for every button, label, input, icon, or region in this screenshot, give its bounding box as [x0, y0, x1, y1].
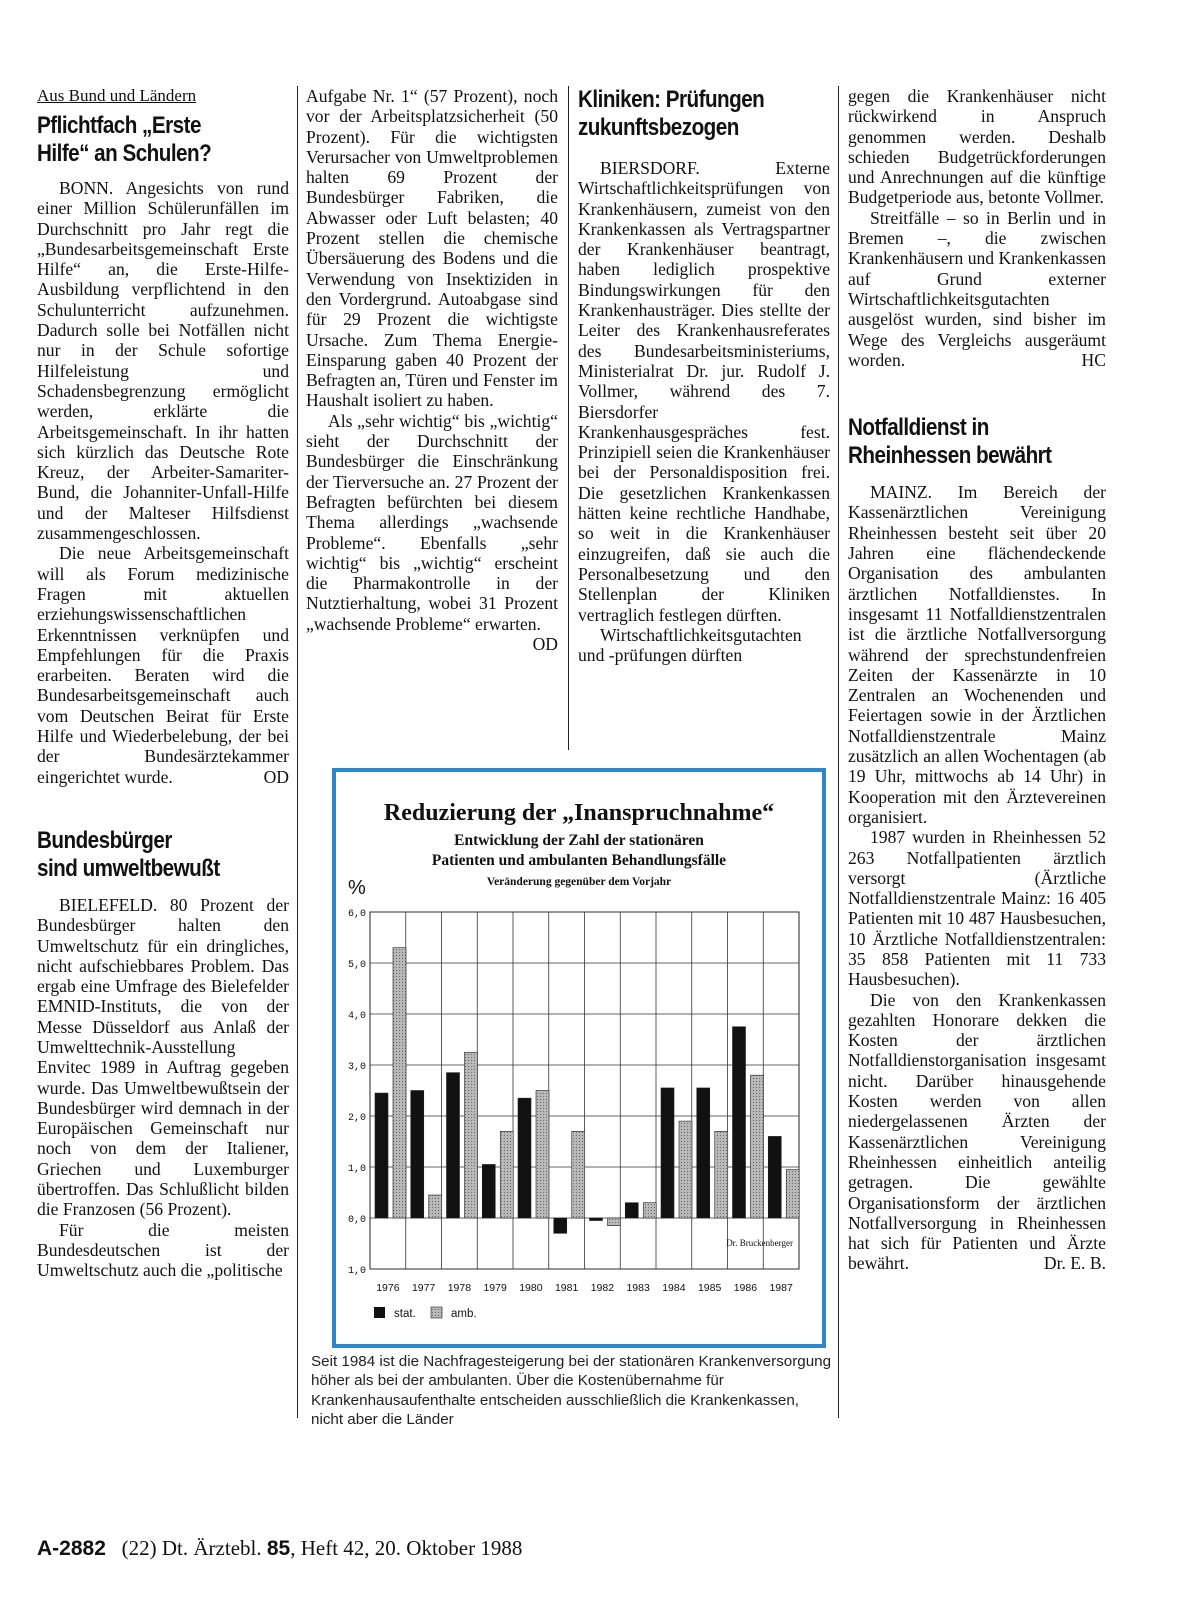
article-paragraph: BONN. Angesichts von rund einer Million Schülerunfällen im Durchschnitt pro Jahr regt die „Bundesarbeitsgemeinschaft Erste Hilfe“ an, die Erste-Hilfe-Ausbildung verpflichtend in den Schulunterricht aufzunehmen. Dadurch solle bei Notfällen nicht nur in der Schule sofortige Hilfeleistung und Schadensbegrenzung ermöglicht werden, erklärte die Arbeitsgemeinschaft. In ihr hatten sich kürzlich das Deutsche Rote Kreuz, der Arbeiter-Samariter-Bund, die Johanniter-Unfall-Hilfe und der Malteser Hilfsdienst zusammengeschlossen.	[37, 178, 289, 544]
article-signature: OD	[263, 766, 289, 787]
column-3	[578, 86, 830, 665]
bar-stat	[697, 1088, 710, 1218]
y-tick-label: 1,0	[347, 1266, 366, 1277]
x-tick-label: 1985	[697, 1282, 722, 1294]
bar-amb	[786, 1170, 799, 1218]
y-tick-label: 4,0	[347, 1011, 366, 1022]
bar-amb	[429, 1195, 442, 1218]
x-tick-label: 1981	[554, 1282, 579, 1294]
legend-swatch-stat	[374, 1307, 385, 1318]
y-axis-label: %	[348, 877, 366, 899]
x-tick-label: 1984	[662, 1282, 686, 1294]
x-tick-label: 1977	[411, 1282, 436, 1294]
article-paragraph: BIERSDORF. Externe Wirtschaftlichkeitsprüfungen von Krankenhäusern, zumeist von den Krankenkassen als Vertragspartner der Krankenhäuser beantragt, haben lediglich prospektive Bindungswirkungen für den Krankenhausträger. Dies stellte der Leiter des Krankenhausreferates des Bundesarbeitsministeriums, Ministerialrat Dr. jur. Rudolf J. Vollmer, während des 7. Biersdorfer Krankenhausgespräches fest. Prinzipiell seien die Krankenhäuser bei der Personaldisposition frei. Die gesetzlichen Krankenkassen hätten keine rechtliche Handhabe, so weit in die Krankenhäuser einzugreifen, daß sie auch die Personalbesetzung und den Stellenplan der Kliniken vertraglich festlegen dürften.	[578, 158, 830, 625]
headline-umwelt: Bundesbürger sind umweltbewußt	[37, 826, 220, 882]
article-signature: HC	[1081, 349, 1106, 370]
bar-amb	[679, 1121, 692, 1218]
y-tick-label: 0,0	[347, 1215, 366, 1226]
headline-kliniken: Kliniken: Prüfungen zukunftsbezogen	[578, 86, 765, 141]
column-4	[848, 86, 1106, 1274]
article-paragraph: MAINZ. Im Bereich der Kassenärztlichen Vereinigung Rheinhessen besteht seit über 20 Jahren eine flächendeckende Organisation des ambulanten ärztlichen Notfalldienstes. In insgesamt 11 Notfalldienstzentralen ist die ärztliche Notfallversorgung während der sprechstundenfreien Zeiten der Kassenärzte in 10 Zentralen an Wochenenden und Feiertagen sowie in der Ärztlichen Notfalldienstzentrale Mainz zusätzlich an allen Wochentagen (ab 19 Uhr, mittwochs ab 14 Uhr) in Kooperation mit den Ärztevereinen organisiert.	[848, 482, 1106, 827]
chart-box	[332, 768, 826, 1348]
article-paragraph: gegen die Krankenhäuser nicht rückwirkend in Anspruch genommen werden. Deshalb schieden Budgetrückforderungen und Anrechnungen auf die künftige Budgetperiode aus, betonte Vollmer.	[848, 86, 1106, 208]
bar-stat	[590, 1218, 603, 1221]
x-tick-label: 1986	[733, 1282, 758, 1294]
column-2	[306, 86, 558, 654]
headline-erste-hilfe: Pflichtfach „Erste Hilfe“ an Schulen?	[37, 112, 212, 167]
column-rule	[838, 86, 839, 1418]
legend-label-stat: stat.	[394, 1308, 416, 1320]
chart-source: Dr. Bruckenberger	[726, 1238, 793, 1249]
x-tick-label: 1976	[376, 1282, 400, 1294]
bar-chart	[336, 772, 822, 1344]
article-paragraph: BIELEFELD. 80 Prozent der Bundesbürger halten den Umweltschutz für ein dringliches, nicht aufschiebbares Problem. Das ergab eine Umfrage des Bielefelder EMNID-Instituts, die von der Messe Düsseldorf aus Anlaß der Umwelttechnik-Ausstellung Envitec 1989 in Auftrag gegeben wurde. Das Umweltbewußtsein der Bundesbürger wird demnach in der Europäischen Gemeinschaft nur noch von dem der Italiener, Griechen und Luxemburger übertroffen. Das Schlußlicht bilden die Franzosen (56 Prozent).	[37, 894, 289, 1220]
chart-note: Veränderung gegenüber dem Vorjahr	[486, 876, 672, 888]
y-tick-label: 5,0	[347, 960, 366, 971]
bar-stat	[733, 1027, 746, 1218]
bar-amb	[572, 1131, 585, 1218]
article-paragraph: Die neue Arbeitsgemeinschaft will als Forum medizinische Fragen mit aktuellen erziehungswissenschaftlichen Erkenntnissen verknüpfen und Empfehlungen für die Praxis erarbeiten. Beraten wird die Bundesarbeitsgemeinschaft auch vom Deutschen Beirat für Erste Hilfe und Wiederbelebung, der bei der Bundesärztekammer eingerichtet wurde. OD	[37, 543, 289, 787]
article-paragraph: Aufgabe Nr. 1“ (57 Prozent), noch vor der Arbeitsplatzsicherheit (50 Prozent). Für die wichtigsten Verursacher von Umweltproblemen halten 69 Prozent der Bundesbürger Fabriken, die Abwasser oder Luft belasten; 40 Prozent stellen die chemische Übersäuerung des Bodens und die Verwendung von Insektiziden in den Vordergrund. Autoabgase sind für 29 Prozent die wichtigste Ursache. Zum Thema Energie-Einsparung gaben 40 Prozent der Befragten an, Türen und Fenster im Haushalt isoliert zu haben.	[306, 86, 558, 411]
column-rule	[568, 86, 569, 750]
legend-label-amb: amb.	[451, 1308, 477, 1320]
bar-amb	[536, 1091, 549, 1219]
chart-caption: Seit 1984 ist die Nachfragesteigerung bei der stationären Krankenversorgung höher als bei der ambulanten. Über die Kostenübernahme für Krankenhausaufenthalte entscheiden ausschließlich die Krankenkassen, nicht aber die Länder	[311, 1353, 832, 1429]
y-tick-label: 6,0	[347, 909, 366, 920]
bar-stat	[661, 1088, 674, 1218]
article-paragraph: Wirtschaftlichkeitsgutachten und -prüfungen dürften	[578, 624, 802, 666]
bar-amb	[500, 1131, 513, 1218]
x-tick-label: 1987	[769, 1282, 793, 1294]
chart-subtitle: Patienten und ambulanten Behandlungsfälle	[431, 852, 727, 869]
y-tick-label: 3,0	[347, 1062, 366, 1073]
bar-stat	[554, 1218, 567, 1233]
bar-amb	[751, 1075, 764, 1218]
column-rule	[297, 86, 298, 1418]
chart-subtitle: Entwicklung der Zahl der stationären	[454, 832, 704, 849]
bar-amb	[393, 948, 406, 1218]
bar-stat	[482, 1164, 495, 1218]
bar-stat	[447, 1073, 460, 1218]
article-paragraph: 1987 wurden in Rheinhessen 52 263 Notfallpatienten ärztlich versorgt (Ärztliche Notfalldienstzentrale Mainz: 16 405 Patienten mit 10 487 Hausbesuchen, 10 Ärztliche Notfalldienstzentralen: 35 858 Patienten mit 11 733 Hausbesuchen).	[848, 827, 1106, 990]
bar-amb	[608, 1218, 621, 1226]
bar-amb	[465, 1052, 478, 1218]
bar-stat	[375, 1093, 388, 1218]
article-signature: Dr. E. B.	[1043, 1253, 1106, 1274]
section-kicker: Aus Bund und Ländern	[37, 86, 197, 105]
article-paragraph: Die von den Krankenkassen gezahlten Honorare dekken die Kosten der ärztlichen Notfalldienstorganisation insgesamt nicht. Darüber hinausgehende Kosten werden von allen niedergelassenen Ärzten der Kassenärztlichen Vereinigung Rheinhessen einheitlich anteilig getragen. Die gewählte Organisationsform der ärztlichen Notfallversorgung in Rheinhessen hat sich für Patienten und Ärzte bewährt. Dr. E. B.	[848, 989, 1106, 1274]
x-tick-label: 1978	[447, 1282, 472, 1294]
column-1	[37, 86, 289, 1281]
y-tick-label: 1,0	[347, 1164, 366, 1175]
bar-stat	[625, 1203, 638, 1218]
x-tick-label: 1982	[590, 1282, 615, 1294]
bar-amb	[643, 1203, 656, 1218]
x-tick-label: 1983	[626, 1282, 650, 1294]
bar-stat	[768, 1136, 781, 1218]
headline-notfalldienst: Notfalldienst in Rheinhessen bewährt	[848, 414, 1052, 470]
y-tick-label: 2,0	[347, 1113, 366, 1124]
x-tick-label: 1980	[519, 1282, 543, 1294]
article-paragraph: Streitfälle – so in Berlin und in Bremen –, die zwischen Krankenhäusern und Krankenkassen auf Grund externer Wirtschaftlichkeitsgutachten ausgelöst wurden, sind bisher im Wege des Vergleichs ausgeräumt worden. HC	[848, 207, 1106, 370]
page-code: A-2882	[37, 1537, 106, 1560]
page-footer: A-2882 (22) Dt. Ärztebl. 85, Heft 42, 20. Oktober 1988	[37, 1536, 523, 1560]
article-signature: OD	[532, 634, 558, 655]
bar-stat	[411, 1091, 424, 1219]
bar-stat	[518, 1098, 531, 1218]
legend-swatch-amb	[431, 1307, 442, 1318]
bar-amb	[715, 1131, 728, 1218]
article-paragraph: Als „sehr wichtig“ bis „wichtig“ sieht der Durchschnitt der Bundesbürger die Einschränkung der Tierversuche an. 27 Prozent der Befragten befürchten bei diesem Thema allerdings „wachsende Probleme“. Ebenfalls „sehr wichtig“ bis „wichtig“ erscheint die Pharmakontrolle in der Nutztierhaltung, wobei 31 Prozent „wachsende Probleme“ erwarten. OD	[306, 410, 558, 655]
chart-title: Reduzierung der „Inanspruchnahme“	[383, 800, 775, 826]
x-tick-label: 1979	[483, 1282, 507, 1294]
article-paragraph: Für die meisten Bundesdeutschen ist der Umweltschutz auch die „politische	[37, 1219, 289, 1281]
